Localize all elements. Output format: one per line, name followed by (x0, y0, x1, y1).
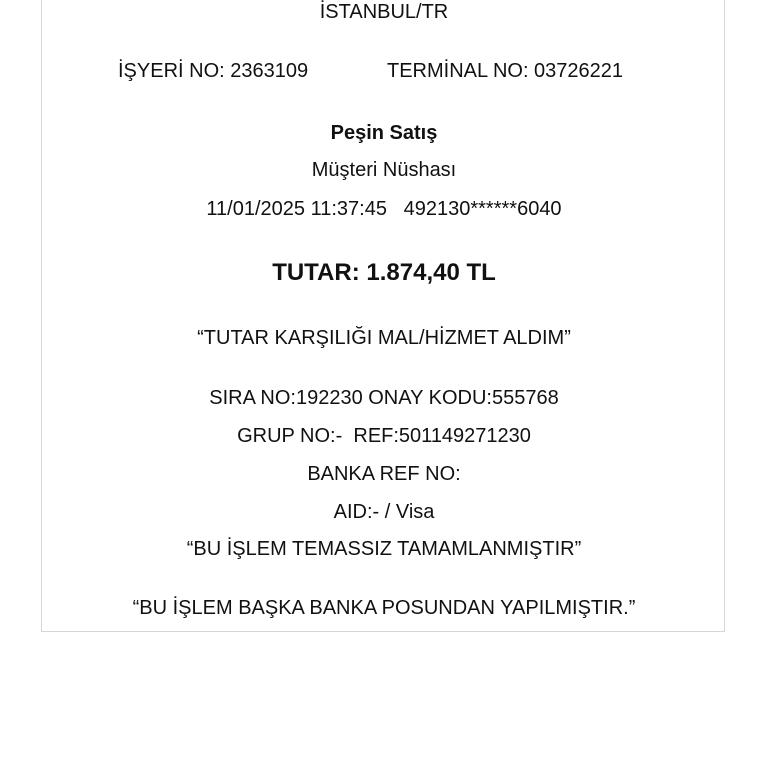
total-amount: TUTAR: 1.874,40 TL (272, 259, 496, 286)
sequence-approval-line: SIRA NO:192230 ONAY KODU:555768 (209, 387, 559, 409)
terminal-number: TERMİNAL NO: 03726221 (387, 60, 624, 82)
bank-reference-line: BANKA REF NO: (307, 463, 461, 485)
datetime-card-line: 11/01/2025 11:37:45 492130******6040 (206, 198, 562, 220)
merchant-terminal-row (42, 59, 726, 83)
city-line: İSTANBUL/TR (319, 1, 449, 23)
transaction-type: Peşin Satış (330, 122, 438, 144)
receipt-slip (41, 0, 725, 632)
group-reference-line: GRUP NO:- REF:501149271230 (237, 425, 531, 447)
acknowledgement-statement: “TUTAR KARŞILIĞI MAL/HİZMET ALDIM” (197, 327, 571, 349)
copy-type: Müşteri Nüshası (311, 159, 457, 181)
contactless-note: “BU İŞLEM TEMASSIZ TAMAMLANMIŞTIR” (186, 538, 582, 560)
aid-line: AID:- / Visa (333, 501, 435, 523)
merchant-number: İŞYERİ NO: 2363109 (118, 60, 309, 82)
other-bank-note: “BU İŞLEM BAŞKA BANKA POSUNDAN YAPILMIŞTIR.” (132, 597, 636, 619)
